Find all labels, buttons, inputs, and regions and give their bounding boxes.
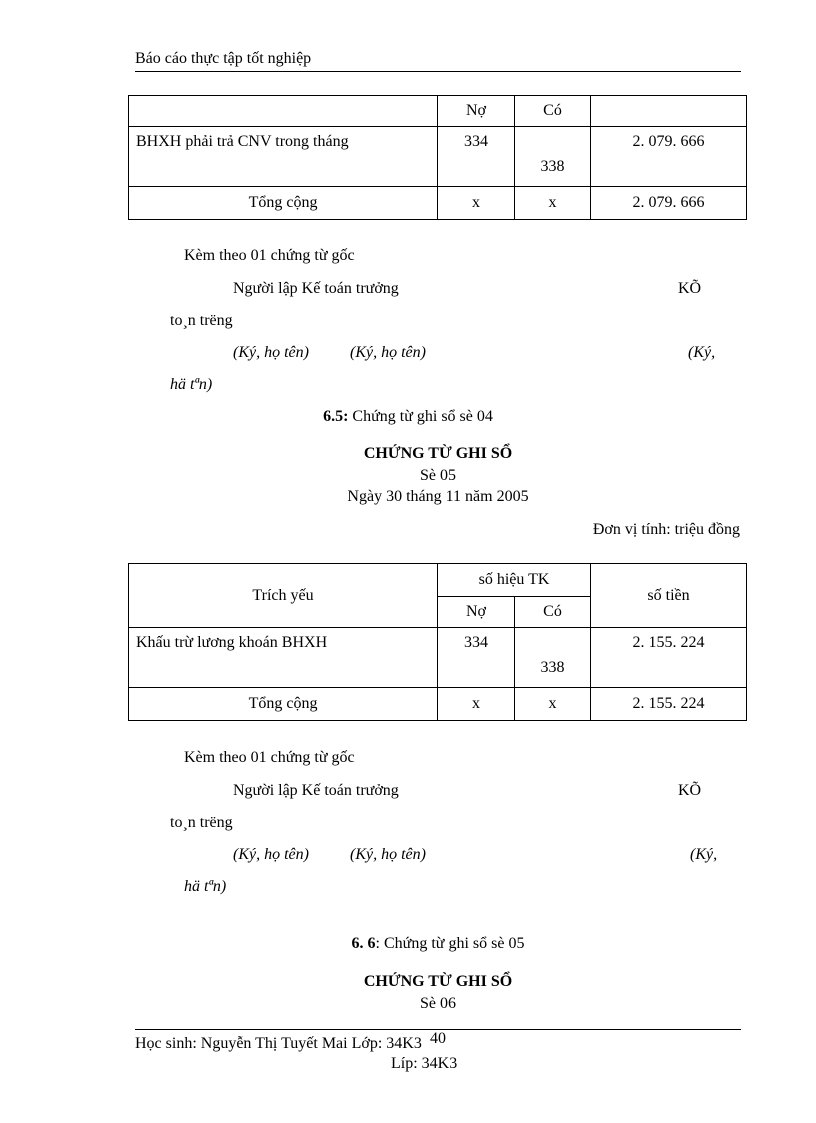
voucher-05-table [128, 563, 747, 721]
col-header-co: Có [515, 96, 591, 127]
row-credit-account: 338 [515, 628, 591, 688]
signer-role-3-line1: KÕ [678, 280, 702, 297]
table-header-row [129, 564, 747, 597]
signer-roles: Người lập Kế toán trưởng [233, 782, 399, 799]
col-header-description: Trích yếu [129, 564, 438, 628]
voucher-title: CHỨNG TỪ GHI SỔ [363, 973, 513, 990]
signer-role-3-line2: to¸n trëng [170, 312, 233, 329]
row-credit-account: 338 [515, 127, 591, 187]
signature-hint-1: (Ký, họ tên) [233, 846, 309, 863]
table-total-row [129, 187, 747, 220]
total-credit: x [515, 187, 591, 220]
table-cell [129, 96, 438, 127]
signer-roles: Người lập Kế toán trưởng [233, 280, 399, 297]
row-amount: 2. 079. 666 [591, 127, 747, 187]
signature-hint-1: (Ký, họ tên) [233, 344, 309, 361]
col-header-account: số hiệu TK [438, 564, 591, 597]
signer-role-3-line2: to¸n trëng [170, 814, 233, 831]
row-description: Khấu trừ lương khoán BHXH [136, 634, 328, 651]
col-header-no: Nợ [438, 96, 515, 127]
signature-hint-3-line2: hä tªn) [184, 878, 227, 895]
caption-text: Chứng từ ghi sổ sè 04 [348, 408, 493, 425]
total-amount: 2. 155. 224 [591, 688, 747, 721]
footer-class: Líp: 34K3 [391, 1055, 458, 1072]
page-number: 40 [430, 1030, 446, 1047]
row-debit-account: 334 [438, 127, 515, 187]
col-header-co: Có [515, 597, 591, 628]
attachment-note: Kèm theo 01 chứng từ gốc [184, 247, 355, 264]
voucher-04-table [128, 95, 747, 220]
figure-caption-6-6 [0, 935, 816, 953]
caption-number: 6. 6 [351, 935, 376, 952]
table-total-row [129, 688, 747, 721]
voucher-date: Ngày 30 tháng 11 năm 2005 [347, 488, 529, 505]
table-cell [591, 96, 747, 127]
table-row [129, 628, 747, 688]
unit-label: Đơn vị tính: triệu đồng [592, 521, 740, 538]
row-description: BHXH phải trả CNV trong tháng [136, 133, 349, 150]
signature-hint-3-line1: (Ký, [690, 846, 718, 863]
footer-student-info: Học sinh: Nguyễn Thị Tuyết Mai Lớp: 34K3 [135, 1035, 422, 1052]
voucher-title: CHỨNG TỪ GHI SỔ [363, 445, 513, 462]
signature-hint-2: (Ký, họ tên) [350, 846, 426, 863]
total-debit: x [438, 187, 515, 220]
table-row [129, 127, 747, 187]
signature-hint-3-line2: hä tªn) [170, 376, 213, 393]
row-debit-account: 334 [438, 628, 515, 688]
caption-number: 6.5: [323, 408, 349, 425]
caption-text: : Chứng từ ghi sổ sè 05 [375, 935, 525, 952]
table-header-row [129, 96, 747, 127]
signature-hint-2: (Ký, họ tên) [350, 344, 426, 361]
header-rule [135, 71, 741, 72]
total-amount: 2. 079. 666 [591, 187, 747, 220]
figure-caption-6-5 [0, 408, 816, 426]
voucher-number: Sè 06 [420, 995, 456, 1012]
total-debit: x [438, 688, 515, 721]
col-header-amount: số tiền [591, 564, 747, 628]
row-amount: 2. 155. 224 [591, 628, 747, 688]
col-header-no: Nợ [438, 597, 515, 628]
signature-hint-3-line1: (Ký, [688, 344, 716, 361]
total-label: Tổng cộng [129, 187, 438, 220]
page-header-title: Báo cáo thực tập tốt nghiệp [135, 50, 312, 67]
total-credit: x [515, 688, 591, 721]
total-label: Tổng cộng [129, 688, 438, 721]
signer-role-3-line1: KÕ [678, 782, 702, 799]
voucher-number: Sè 05 [420, 467, 456, 484]
attachment-note: Kèm theo 01 chứng từ gốc [184, 749, 355, 766]
